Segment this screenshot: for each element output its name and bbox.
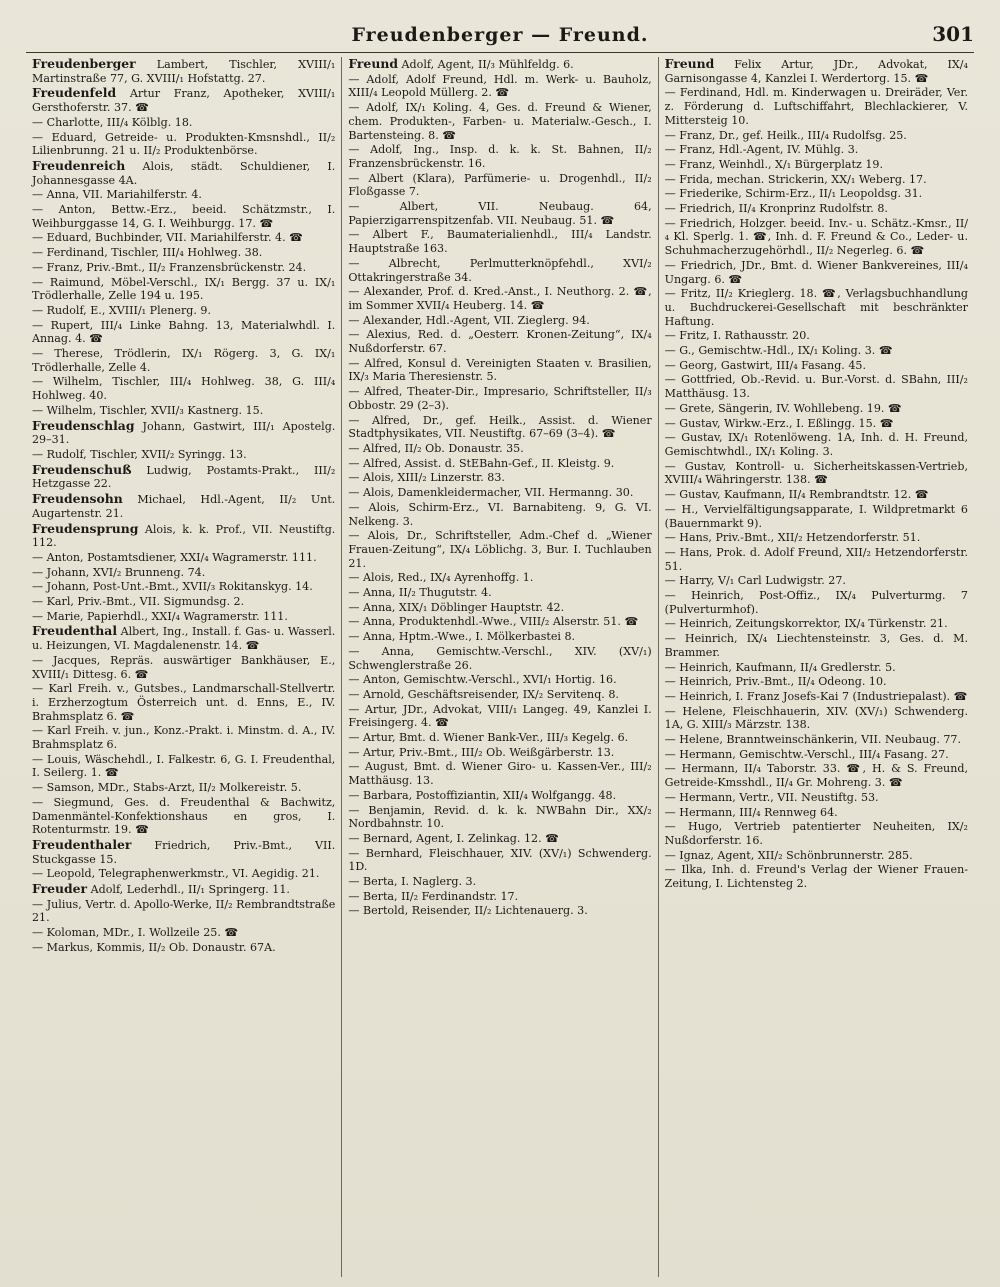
directory-entry	[32, 231, 335, 245]
entry-text: — Fritz, II/₂ Krieglerg. 18. ☎, Verlagsbuchhandlung u. Buchdruckerei-Gesellschaft mit beschränkter Haftung.	[664, 287, 968, 328]
column-middle	[342, 57, 658, 1277]
directory-entry	[348, 586, 651, 600]
directory-entry	[348, 571, 651, 585]
entry-text: — Siegmund, Ges. d. Freudenthal & Bachwitz, Damenmäntel-Konfektionshaus en gros, I. Rotenturmstr. 19. ☎	[32, 795, 336, 837]
entry-text: — Alexander, Prof. d. Kred.-Anst., I. Neuthorg. 2. ☎, im Sommer XVII/₄ Heuberg. 14. ☎	[348, 285, 652, 312]
directory-entry	[32, 898, 335, 925]
directory-entry	[32, 203, 335, 230]
entry-text: — Rudolf, E., XVIII/₁ Plenerg. 9.	[32, 303, 211, 317]
directory-entry	[32, 319, 335, 346]
directory-entry	[665, 863, 968, 890]
directory-entry	[665, 820, 968, 847]
directory-entry	[665, 748, 968, 762]
directory-entry	[665, 217, 968, 258]
directory-entry	[348, 673, 651, 687]
entry-text: — Gustav, Wirkw.-Erz., I. Eßlingg. 15. ☎	[664, 416, 894, 430]
entry-text: — Heinrich, Post-Offiz., IX/₄ Pulverturmg. 7 (Pulverturmhof).	[664, 589, 968, 616]
entry-text: — Bernard, Agent, I. Zelinkag. 12. ☎	[348, 831, 559, 845]
running-title: Freudenberger — Freund.	[351, 24, 649, 46]
directory-entry	[32, 682, 335, 723]
directory-entry	[32, 131, 335, 158]
entry-text: — Alois, Red., IX/₄ Ayrenhoffg. 1.	[348, 571, 534, 585]
directory-entry	[348, 442, 651, 456]
entry-text: — Artur, Priv.-Bmt., III/₂ Ob. Weißgärberstr. 13.	[348, 745, 615, 759]
page-header	[26, 18, 974, 53]
entry-text: — Bertold, Reisender, II/₂ Lichtenauerg. 3.	[348, 904, 588, 918]
directory-entry	[348, 385, 651, 412]
entry-text: — Ignaz, Agent, XII/₂ Schönbrunnerstr. 285.	[664, 848, 913, 862]
entry-text: — Helene, Branntweinschänkerin, VII. Neubaug. 77.	[664, 733, 962, 747]
directory-entry	[348, 789, 651, 803]
directory-entry	[665, 143, 968, 157]
directory-entry	[32, 419, 335, 447]
directory-entry	[32, 448, 335, 462]
directory-entry	[348, 630, 651, 644]
entry-text: — Leopold, Telegraphenwerkmstr., VI. Aegidig. 21.	[32, 867, 320, 881]
entry-text: — Adolf, Adolf Freund, Hdl. m. Werk- u. Bauholz, XIII/₄ Leopold Müllerg. 2. ☎	[348, 72, 652, 100]
directory-entry	[348, 457, 651, 471]
entry-text: Adolf, Agent, II/₃ Mühlfeldg. 6.	[401, 58, 574, 71]
directory-entry	[32, 781, 335, 795]
directory-entry	[665, 806, 968, 820]
entry-text: — Hermann, Gemischtw.-Verschl., III/₄ Fasang. 27.	[664, 747, 949, 761]
entry-text: Ludwig, Postamts-Prakt., III/₂ Hetzgasse 22.	[32, 463, 336, 491]
directory-entry	[665, 187, 968, 201]
directory-entry	[32, 838, 335, 866]
directory-entry	[32, 566, 335, 580]
entry-text: — Hugo, Vertrieb patentierter Neuheiten, IX/₂ Nußdorferstr. 16.	[664, 820, 968, 847]
directory-entry	[348, 228, 651, 255]
directory-entry	[348, 645, 651, 672]
directory-entry	[32, 595, 335, 609]
directory-entry	[348, 615, 651, 629]
entry-text: — Anton, Gemischtw.-Verschl., XVI/₁ Hortig. 16.	[348, 673, 617, 687]
directory-entry	[348, 172, 651, 199]
entry-text: — Heinrich, Kaufmann, II/₄ Gredlerstr. 5.	[664, 660, 896, 674]
entry-text: — Anna, VII. Mariahilferstr. 4.	[32, 188, 202, 202]
directory-entry	[348, 703, 651, 730]
entry-text: — Anton, Postamtsdiener, XXI/₄ Wagramerstr. 111.	[32, 550, 317, 564]
entry-text: — Grete, Sängerin, IV. Wohllebeng. 19. ☎	[664, 401, 902, 415]
entry-text: — Anna, Hptm.-Wwe., I. Mölkerbastei 8.	[348, 630, 576, 644]
directory-entry	[32, 404, 335, 418]
directory-entry	[348, 57, 651, 72]
directory-entry	[348, 501, 651, 528]
directory-entry	[32, 654, 335, 681]
entry-text: — Franz, Dr., gef. Heilk., III/₄ Rudolfsg. 25.	[664, 128, 907, 142]
entry-text: Felix Artur, JDr., Advokat, IX/₄ Garnisongasse 4, Kanzlei I. Werdertorg. 15. ☎	[664, 58, 968, 85]
entry-text: — Albrecht, Perlmutterknöpfehdl., XVI/₂ Ottakringerstraße 34.	[348, 256, 652, 284]
directory-entry	[665, 158, 968, 172]
entry-text: — Hermann, Vertr., VII. Neustiftg. 53.	[664, 790, 879, 804]
directory-entry	[32, 724, 335, 751]
entry-text: — Alfred, Theater-Dir., Impresario, Schriftsteller, II/₃ Obbostr. 29 (2–3).	[348, 385, 652, 412]
entry-text: — Alexander, Hdl.-Agent, VII. Zieglerg. 94.	[348, 313, 590, 327]
entry-text: — Rupert, III/₄ Linke Bahng. 13, Materialwhdl. I. Annag. 4. ☎	[32, 318, 336, 346]
entry-surname: Freudenthaler	[32, 836, 132, 852]
entry-text: — Hermann, II/₄ Taborstr. 33. ☎, H. & S. Freund, Getreide-Kmsshdl., II/₄ Gr. Mohreng. 3. ☎	[664, 762, 968, 790]
entry-text: Friedrich, Priv.-Bmt., VII. Stuckgasse 15.	[32, 838, 336, 866]
directory-entry	[665, 259, 968, 286]
entry-text: — Harry, V/₁ Carl Ludwigstr. 27.	[664, 574, 846, 588]
entry-text: Albert, Ing., Install. f. Gas- u. Wasserl. u. Heizungen, VI. Magdalenenstr. 14. ☎	[32, 625, 336, 653]
directory-entry	[665, 287, 968, 328]
entry-text: — Albert, VII. Neubaug. 64, Papierzigarrenspitzenfab. VII. Neubaug. 51. ☎	[348, 200, 652, 227]
entry-text: Alois, städt. Schuldiener, I. Johannesgasse 4A.	[32, 159, 336, 187]
entry-text: — Hans, Priv.-Bmt., XII/₂ Hetzendorferstr. 51.	[664, 531, 921, 545]
entry-text: — Alfred, Dr., gef. Heilk., Assist. d. Wiener Stadtphysikates, VII. Neustiftg. 67–69 (3–4). ☎	[348, 413, 652, 441]
entry-text: — Alois, Schirm-Erz., VI. Barnabiteng. 9, G. VI. Nelkeng. 3.	[348, 500, 652, 528]
entry-surname: Freund	[664, 57, 715, 71]
entry-text: — Karl Freih. v. jun., Konz.-Prakt. i. Minstm. d. A., IV. Brahmsplatz 6.	[32, 724, 336, 752]
entry-text: — Raimund, Möbel-Verschl., IX/₁ Bergg. 37 u. IX/₁ Trödlerhalle, Zelle 194 u. 195.	[32, 275, 336, 303]
entry-text: — Georg, Gastwirt, III/₄ Fasang. 45.	[664, 358, 866, 372]
entry-text: — Anna, Produktenhdl.-Wwe., VIII/₂ Alserstr. 51. ☎	[348, 615, 639, 629]
entry-text: — Johann, Post-Unt.-Bmt., XVII/₃ Rokitanskyg. 14.	[32, 580, 313, 594]
entry-text: — Alfred, II/₂ Ob. Donaustr. 35.	[348, 441, 524, 455]
entry-text: — Artur, Bmt. d. Wiener Bank-Ver., III/₃ Kegelg. 6.	[348, 731, 629, 745]
directory-entry	[348, 414, 651, 441]
directory-entry	[32, 86, 335, 114]
directory-entry	[348, 746, 651, 760]
directory-entry	[348, 760, 651, 787]
directory-entry	[348, 101, 651, 142]
entry-text: — Friedrich, Holzger. beeid. Inv.- u. Schätz.-Kmsr., II/₄ Kl. Sperlg. 1. ☎, Inh. d. F. Freund & Co., Leder- u. Schuhmacherzugehörhdl., II/₂ Negerleg. 6. ☎	[664, 216, 968, 258]
entry-text: — Ferdinand, Hdl. m. Kinderwagen u. Dreiräder, Ver. z. Förderung d. Luftschiffahrt, Blechlackierer, V. Mittersteig 10.	[664, 86, 968, 127]
directory-entry	[665, 589, 968, 616]
directory-entry	[665, 359, 968, 373]
entry-text: — Albert (Klara), Parfümerie- u. Drogenhdl., II/₂ Floßgasse 7.	[348, 171, 652, 199]
directory-entry	[348, 257, 651, 284]
entry-text: — Gottfried, Ob.-Revid. u. Bur.-Vorst. d. SBahn, III/₂ Matthäusg. 13.	[664, 373, 968, 401]
entry-text: — Anna, XIX/₁ Döblinger Hauptstr. 42.	[348, 600, 565, 614]
directory-entry	[665, 86, 968, 127]
entry-text: Adolf, Lederhdl., II/₁ Springerg. 11.	[90, 883, 290, 897]
directory-entry	[32, 347, 335, 374]
entry-text: — Wilhelm, Tischler, III/₄ Hohlweg. 38, G. III/₄ Hohlweg. 40.	[32, 375, 336, 403]
directory-entry	[665, 733, 968, 747]
directory-entry	[348, 471, 651, 485]
directory-entry	[32, 796, 335, 837]
entry-text: — Berta, I. Naglerg. 3.	[348, 875, 477, 889]
entry-text: Michael, Hdl.-Agent, II/₂ Unt. Augartenstr. 21.	[32, 493, 336, 520]
directory-entry	[665, 574, 968, 588]
directory-entry	[32, 246, 335, 260]
entry-text: — Adolf, Ing., Insp. d. k. k. St. Bahnen, II/₂ Franzensbrückenstr. 16.	[348, 143, 652, 170]
entry-text: — Marie, Papierhdl., XXI/₄ Wagramerstr. 111.	[32, 609, 288, 623]
directory-entry	[348, 529, 651, 570]
page-number: 301	[932, 22, 974, 46]
directory-entry	[32, 941, 335, 955]
directory-entry	[348, 804, 651, 831]
directory-entry	[348, 73, 651, 100]
entry-text: Johann, Gastwirt, III/₁ Apostelg. 29–31.	[32, 419, 336, 447]
entry-text: — Friedrich, JDr., Bmt. d. Wiener Bankvereines, III/₄ Ungarg. 6. ☎	[664, 258, 968, 286]
entry-text: — Eduard, Buchbinder, VII. Mariahilferstr. 4. ☎	[32, 231, 303, 245]
directory-entry	[348, 357, 651, 384]
entry-text: — Julius, Vertr. d. Apollo-Werke, II/₂ Rembrandtstraße 21.	[32, 897, 336, 925]
directory-entry	[32, 159, 335, 187]
entry-text: — Benjamin, Revid. d. k. k. NWBahn Dir., XX/₂ Nordbahnstr. 10.	[348, 803, 652, 831]
entry-text: — Heinrich, IX/₄ Liechtensteinstr. 3, Ges. d. M. Brammer.	[664, 632, 968, 659]
directory-entry	[348, 847, 651, 874]
entry-text: — August, Bmt. d. Wiener Giro- u. Kassen-Ver., III/₂ Matthäusg. 13.	[348, 760, 652, 788]
entry-text: — Samson, MDr., Stabs-Arzt, II/₂ Molkereistr. 5.	[32, 781, 302, 795]
entry-text: — Therese, Trödlerin, IX/₁ Rögerg. 3, G. IX/₁ Trödlerhalle, Zelle 4.	[32, 347, 336, 374]
directory-entry	[665, 690, 968, 704]
entry-surname: Freudensohn	[32, 491, 123, 507]
entry-text: — Hermann, III/₄ Rennweg 64.	[664, 805, 838, 819]
entry-text: — Friedrich, II/₄ Kronprinz Rudolfstr. 8.	[664, 202, 888, 216]
directory-entry	[348, 904, 651, 918]
entry-text: — Alfred, Konsul d. Vereinigten Staaten v. Brasilien, IX/₃ Maria Theresienstr. 5.	[348, 356, 652, 384]
entry-surname: Freudensprung	[32, 520, 139, 536]
entry-text: — Alfred, Assist. d. StEBahn-Gef., II. Kleistg. 9.	[348, 456, 615, 470]
entry-text: — Gustav, Kontroll- u. Sicherheitskassen-Vertrieb, XVIII/₄ Währingerstr. 138. ☎	[664, 459, 968, 487]
entry-text: — Berta, II/₂ Ferdinandstr. 17.	[348, 889, 519, 903]
directory-entry	[348, 688, 651, 702]
entry-text: — Franz, Priv.-Bmt., II/₂ Franzensbrückenstr. 24.	[32, 260, 307, 274]
entry-text: — Arnold, Geschäftsreisender, IX/₂ Servitenq. 8.	[348, 687, 619, 701]
entry-text: — Friederike, Schirm-Erz., II/₁ Leopoldsg. 31.	[664, 187, 923, 201]
entry-text: — Anna, II/₂ Thugutstr. 4.	[348, 586, 492, 600]
entry-text: — Karl, Priv.-Bmt., VII. Sigmundsg. 2.	[32, 595, 245, 609]
entry-text: — Ilka, Inh. d. Freund's Verlag der Wiener Frauen-Zeitung, I. Lichtensteg 2.	[664, 863, 968, 891]
entry-text: — Eduard, Getreide- u. Produkten-Kmsnshdl., II/₂ Lilienbrunng. 21 u. II/₂ Produktenbörse.	[32, 130, 336, 158]
directory-entry	[665, 373, 968, 400]
directory-entry	[32, 57, 335, 85]
directory-entry	[348, 314, 651, 328]
directory-entry	[665, 661, 968, 675]
entry-text: — Ferdinand, Tischler, III/₄ Hohlweg. 38.	[32, 246, 263, 260]
directory-entry	[348, 875, 651, 889]
entry-text: — Heinrich, I. Franz Josefs-Kai 7 (Industriepalast). ☎	[664, 689, 968, 703]
directory-entry	[32, 188, 335, 202]
directory-entry	[665, 632, 968, 659]
directory-entry	[348, 486, 651, 500]
directory-entry	[348, 601, 651, 615]
entry-text: — Anna, Gemischtw.-Verschl., XIV. (XV/₁) Schwenglerstraße 26.	[348, 644, 652, 672]
directory-entry	[32, 304, 335, 318]
directory-entry	[665, 503, 968, 530]
directory-entry	[665, 849, 968, 863]
directory-entry	[665, 57, 968, 85]
entry-text: — Barbara, Postoffiziantin, XII/₄ Wolfgangg. 48.	[348, 788, 617, 802]
entry-surname: Freudenschuß	[32, 461, 132, 477]
directory-entry	[665, 617, 968, 631]
directory-entry	[665, 488, 968, 502]
entry-text: — Albert F., Baumaterialienhdl., III/₄ Landstr. Hauptstraße 163.	[348, 228, 652, 256]
entry-text: — Bernhard, Fleischhauer, XIV. (XV/₁) Schwenderg. 1D.	[348, 846, 652, 874]
entry-text: — Koloman, MDr., I. Wollzeile 25. ☎	[32, 926, 239, 940]
entry-text: — Anton, Bettw.-Erz., beeid. Schätzmstr., I. Weihburggasse 14, G. I. Weihburgg. 17. ☎	[32, 203, 336, 230]
directory-entry	[32, 610, 335, 624]
entry-surname: Freudenschlag	[32, 417, 135, 433]
entry-text: — Johann, XVI/₂ Brunneng. 74.	[32, 565, 206, 579]
directory-entry	[665, 173, 968, 187]
entry-surname: Freund	[348, 57, 398, 71]
entry-surname: Freudenreich	[32, 157, 126, 173]
directory-entry	[665, 402, 968, 416]
entry-text: — Frida, mechan. Strickerin, XX/₁ Weberg. 17.	[664, 172, 927, 186]
directory-entry	[32, 522, 335, 550]
directory-entry	[32, 375, 335, 402]
directory-entry	[665, 791, 968, 805]
entry-text: — H., Vervielfältigungsapparate, I. Wildpretmarkt 6 (Bauernmarkt 9).	[664, 502, 968, 530]
directory-entry	[32, 276, 335, 303]
entry-text: — Karl Freih. v., Gutsbes., Landmarschall-Stellvertr. i. Erzherzogtum Österreich unt. d. Enns, E., IV. Brahmsplatz 6. ☎	[32, 682, 336, 723]
entry-surname: Freudenberger	[32, 57, 136, 71]
directory-entry	[32, 624, 335, 652]
entry-text: — Hans, Prok. d. Adolf Freund, XII/₂ Hetzendorferstr. 51.	[664, 545, 968, 573]
directory-entry	[32, 926, 335, 940]
entry-text: — Artur, JDr., Advokat, VIII/₁ Langeg. 49, Kanzlei I. Freisingerg. 4. ☎	[348, 702, 652, 730]
directory-entry	[665, 460, 968, 487]
directory-entry	[665, 431, 968, 458]
entry-surname: Freudenthal	[32, 623, 118, 639]
entry-text: — Markus, Kommis, II/₂ Ob. Donaustr. 67A.	[32, 940, 276, 954]
directory-entry	[32, 551, 335, 565]
directory-entry	[348, 731, 651, 745]
directory-entry	[32, 463, 335, 491]
directory-entry	[32, 492, 335, 520]
entry-text: — Adolf, IX/₁ Koling. 4, Ges. d. Freund & Wiener, chem. Produkten-, Farben- u. Materialw.-Gesch., I. Bartensteing. 8. ☎	[348, 101, 652, 142]
directory-entry	[665, 675, 968, 689]
directory-entry	[665, 705, 968, 732]
column-right	[659, 57, 974, 1277]
entry-text: — Alois, Dr., Schriftsteller, Adm.-Chef d. „Wiener Frauen-Zeitung“, IX/₄ Löblichg. 3, Bur. I. Tuchlauben 21.	[348, 529, 652, 570]
entry-text: — Alexius, Red. d. „Oesterr. Kronen-Zeitung“, IX/₄ Nußdorferstr. 67.	[348, 328, 652, 356]
entry-text: — Heinrich, Priv.-Bmt., II/₄ Odeong. 10.	[664, 675, 887, 689]
entry-text: — Gustav, Kaufmann, II/₄ Rembrandtstr. 12. ☎	[664, 488, 929, 502]
column-left	[26, 57, 342, 1277]
entry-text: — Heinrich, Zeitungskorrektor, IX/₄ Türkenstr. 21.	[664, 617, 948, 631]
directory-entry	[665, 417, 968, 431]
entry-text: — Alois, Damenkleidermacher, VII. Hermanng. 30.	[348, 486, 634, 500]
directory-entry	[665, 762, 968, 789]
entry-text: Lambert, Tischler, XVIII/₁ Martinstraße 77, G. XVIII/₁ Hofstattg. 27.	[32, 58, 336, 85]
directory-entry	[665, 129, 968, 143]
directory-entry	[32, 882, 335, 897]
directory-entry	[348, 200, 651, 227]
entry-text: — Fritz, I. Rathausstr. 20.	[664, 329, 810, 343]
entry-text: — Helene, Fleischhauerin, XIV. (XV/₁) Schwenderg. 1A, G. XIII/₃ Märzstr. 138.	[664, 704, 968, 732]
entry-text: — Rudolf, Tischler, XVII/₂ Syringg. 13.	[32, 447, 247, 461]
directory-entry	[348, 143, 651, 170]
directory-entry	[665, 531, 968, 545]
directory-entry	[348, 285, 651, 312]
directory-entry	[32, 261, 335, 275]
directory-entry	[32, 753, 335, 780]
entry-text: — Charlotte, III/₄ Kölblg. 18.	[32, 115, 193, 129]
directory-entry	[665, 344, 968, 358]
entry-text: — Louis, Wäschehdl., I. Falkestr. 6, G. I. Freudenthal, I. Seilerg. 1. ☎	[32, 752, 336, 780]
entry-text: — Franz, Hdl.-Agent, IV. Mühlg. 3.	[664, 143, 859, 157]
directory-entry	[32, 867, 335, 881]
directory-entry	[348, 328, 651, 355]
entry-text: — Franz, Weinhdl., X/₁ Bürgerplatz 19.	[664, 157, 883, 171]
entry-surname: Freuder	[32, 881, 88, 897]
directory-entry	[348, 890, 651, 904]
entry-text: — Gustav, IX/₁ Rotenlöweng. 1A, Inh. d. H. Freund, Gemischtwhdl., IX/₁ Koling. 3.	[664, 431, 968, 458]
directory-entry	[665, 546, 968, 573]
entry-text: — Wilhelm, Tischler, XVII/₃ Kastnerg. 15.	[32, 403, 264, 417]
directory-entry	[32, 580, 335, 594]
entry-text: — G., Gemischtw.-Hdl., IX/₁ Koling. 3. ☎	[664, 344, 893, 358]
entry-text: — Alois, XIII/₂ Linzerstr. 83.	[348, 471, 505, 485]
directory-entry	[665, 329, 968, 343]
entry-surname: Freudenfeld	[32, 85, 117, 101]
directory-entry	[665, 202, 968, 216]
entry-text: Alois, k. k. Prof., VII. Neustiftg. 112.	[32, 522, 336, 550]
entry-text: — Jacques, Repräs. auswärtiger Bankhäuser, E., XVIII/₁ Dittesg. 6. ☎	[32, 653, 336, 681]
directory-entry	[32, 116, 335, 130]
columns-container	[26, 57, 974, 1277]
directory-entry	[348, 832, 651, 846]
entry-text: Artur Franz, Apotheker, XVIII/₁ Gersthoferstr. 37. ☎	[32, 87, 336, 115]
